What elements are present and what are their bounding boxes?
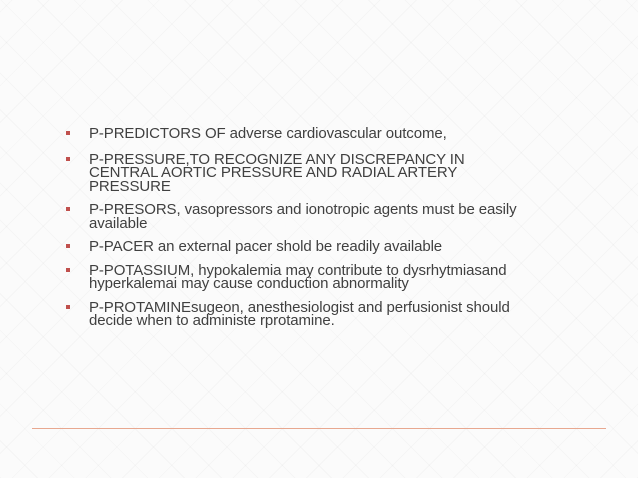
bottom-divider [32, 428, 606, 429]
square-bullet-icon [66, 244, 70, 248]
square-bullet-icon [66, 207, 70, 211]
bullet-item-protamine [62, 298, 532, 329]
bullet-text: P-PACER an external pacer shold be readily available [89, 238, 443, 255]
bullet-text: P-PRESSURE,TO RECOGNIZE ANY DISCREPANCY IN CENTRAL AORTIC PRESSURE AND RADIAL ARTERY PRESSURE [89, 150, 465, 195]
bullet-item-predictors [62, 127, 532, 141]
bullet-text: P-PRESORS, vasopressors and ionotropic agents must be easily available [89, 201, 517, 232]
square-bullet-icon [66, 268, 70, 272]
bullet-list [62, 127, 532, 338]
bullet-text: P-PREDICTORS OF adverse cardiovascular outcome, [89, 125, 447, 142]
square-bullet-icon [66, 157, 70, 161]
bullet-item-pressure [62, 150, 532, 195]
bullet-item-pacer [62, 240, 532, 254]
bullet-item-presors [62, 203, 532, 230]
bullet-text: P-PROTAMINEsugeon, anesthesiologist and perfusionist should decide when to administe rprotamine. [89, 298, 510, 329]
square-bullet-icon [66, 305, 70, 309]
bullet-text: P-POTASSIUM, hypokalemia may contribute to dysrhytmiasand hyperkalemai may cause conduction abnormality [89, 261, 507, 292]
bullet-item-potassium [62, 261, 532, 292]
square-bullet-icon [66, 131, 70, 135]
